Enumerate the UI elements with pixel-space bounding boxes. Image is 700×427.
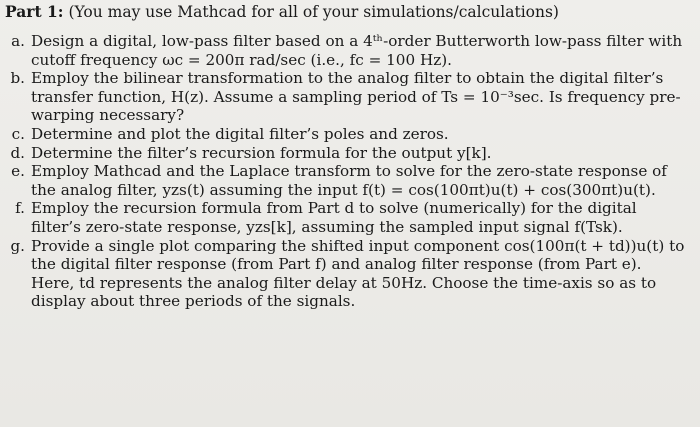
task-item-b	[10, 69, 686, 125]
section-title	[5, 2, 686, 22]
task-text: Employ the bilinear transformation to the analog filter to obtain the digital filter’s transfer function, H(z). Assume a sampling period of Ts = 10⁻³sec. Is frequency pre-warping necessary?	[31, 69, 681, 125]
task-text: Employ Mathcad and the Laplace transform to solve for the zero-state response of the analog filter, yzs(t) assuming the input f(t) = cos(100πt)u(t) + cos(300πt)u(t).	[31, 162, 667, 199]
task-text: Determine the filter’s recursion formula for the output y[k].	[31, 143, 492, 162]
task-list	[5, 32, 686, 311]
task-marker: c.	[11, 124, 25, 143]
task-item-f	[15, 199, 686, 236]
task-marker: g.	[10, 236, 25, 255]
task-marker: e.	[11, 162, 25, 181]
task-item-d	[10, 143, 686, 163]
task-text: Design a digital, low-pass filter based on a 4ᵗʰ-order Butterworth low-pass filter with cutoff frequency ωc = 200π rad/sec (i.e., fc = 100 Hz).	[31, 32, 683, 69]
task-marker: a.	[11, 32, 25, 50]
task-text: Determine and plot the digital filter’s poles and zeros.	[31, 124, 449, 143]
part-note: (You may use Mathcad for all of your simulations/calculations)	[68, 3, 559, 21]
task-marker: b.	[10, 69, 25, 88]
task-marker: d.	[10, 143, 25, 162]
part-label: Part 1:	[5, 2, 64, 21]
task-marker: f.	[15, 199, 25, 218]
task-item-e	[11, 162, 686, 199]
task-text: Provide a single plot comparing the shifted input component cos(100π(t + td))u(t) to the digital filter response (from Part f) and analog filter response (from Part e). Here, td represents the analog filter delay at 50Hz. Choose the time-axis so as to display about three periods of the signals.	[31, 236, 685, 311]
task-item-g	[10, 236, 686, 311]
task-item-c	[11, 124, 686, 144]
task-text: Employ the recursion formula from Part d to solve (numerically) for the digital filter’s zero-state response, yzs[k], assuming the sampled input signal f(Tsk).	[31, 199, 637, 236]
task-item-a	[11, 32, 686, 69]
